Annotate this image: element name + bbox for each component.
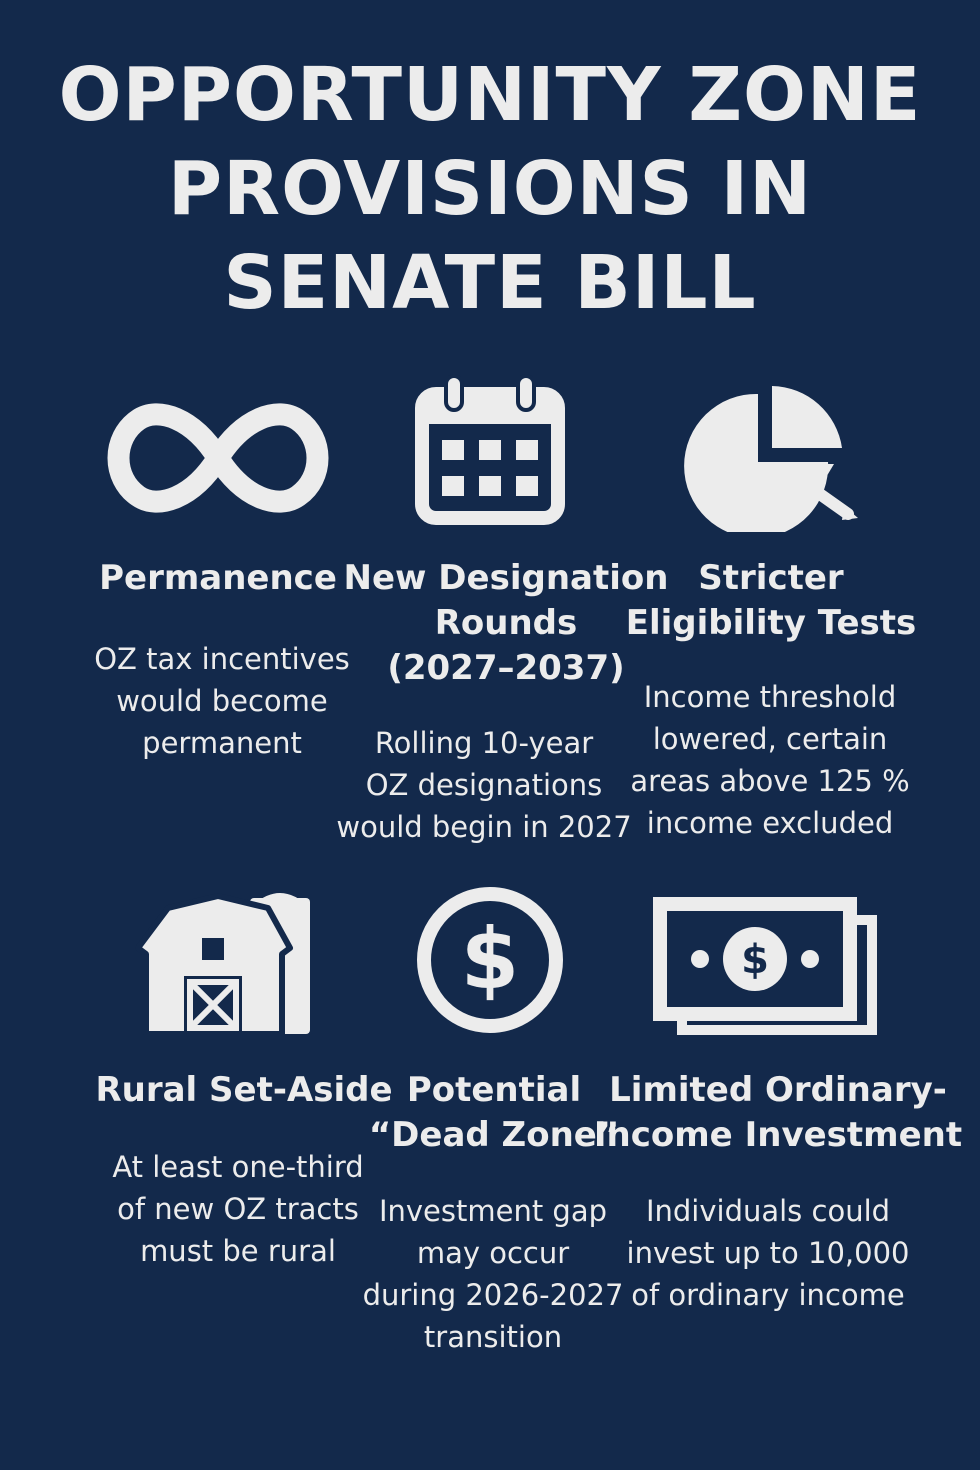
item-eligibility-description: Income threshold lowered, certain areas above 125 % income excluded [630, 680, 910, 840]
item-eligibility-heading: Stricter Eligibility Tests [625, 558, 917, 643]
page-title [0, 48, 980, 330]
item-dead-zone-heading: Potential “Dead Zone” [368, 1070, 620, 1155]
svg-text:$: $ [460, 910, 520, 1008]
cash-stack-icon [648, 890, 888, 1050]
item-permanence-description: OZ tax incentives would become permanent [94, 642, 350, 760]
item-dead-zone-description: Investment gap may occur during 2026-2027 transition [362, 1194, 624, 1354]
svg-text:$: $ [741, 937, 769, 983]
title-line-2: PROVISIONS IN [167, 146, 813, 232]
item-designation-description: Rolling 10-year OZ designations would begin in 2027 [336, 726, 632, 844]
title-line-1: OPPORTUNITY ZONE [58, 52, 922, 138]
item-ordinary-income-heading: Limited Ordinary- Income Investment [593, 1070, 963, 1155]
item-ordinary-income-description: Individuals could invest up to 10,000 of ordinary income [626, 1194, 910, 1312]
item-designation-heading: New Designation Rounds (2027–2037) [343, 558, 669, 688]
item-rural-heading: Rural Set-Aside [95, 1070, 393, 1110]
title-line-3: SENATE BILL [223, 240, 757, 326]
calendar-icon [370, 372, 610, 532]
item-permanence-heading: Permanence [99, 558, 337, 598]
barn-icon [118, 878, 358, 1038]
pie-chart-icon [650, 372, 890, 532]
dollar-circle-icon [370, 882, 610, 1042]
infinity-icon [98, 378, 338, 538]
item-rural-description: At least one-third of new OZ tracts must be rural [112, 1150, 364, 1268]
